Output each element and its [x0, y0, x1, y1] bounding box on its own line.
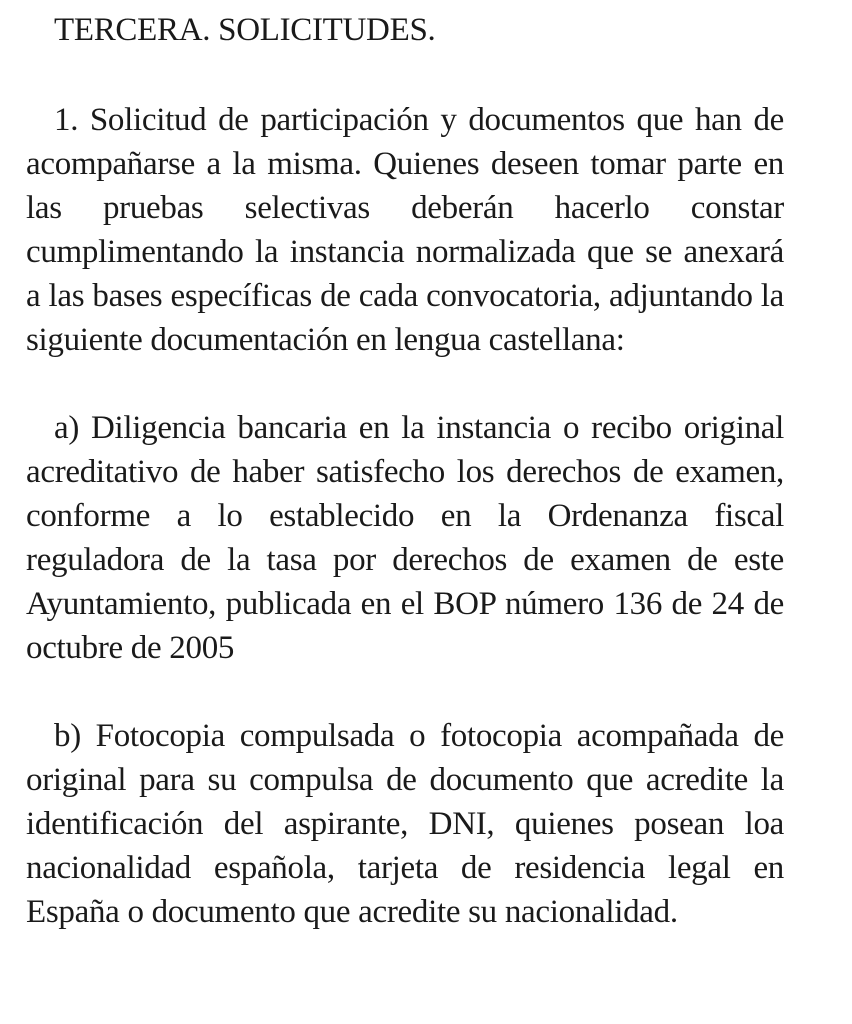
- section-heading: TERCERA. SOLICITUDES.: [54, 12, 436, 48]
- paragraph-solicitud: 1. Solicitud de participación y documentos que han de acompañarse a la misma. Quienes deseen tomar parte en las pruebas selectivas deberán hacerlo constar cumplimentando la instancia normalizada que se anexará a las bases específicas de cada convocatoria, adjuntando la siguiente documentación en lengua castellana:: [26, 102, 784, 358]
- paragraph-item-b: b) Fotocopia compulsada o fotocopia acompañada de original para su compulsa de documento que acredite la identificación del aspirante, DNI, quienes posean loa nacionalidad española, tarjeta de residencia legal en España o documento que acredite su nacionalidad.: [26, 718, 784, 930]
- paragraph-item-a: a) Diligencia bancaria en la instancia o recibo original acreditativo de haber satisfecho los derechos de examen, conforme a lo establecido en la Ordenanza fiscal reguladora de la tasa por derechos de examen de este Ayuntamiento, publicada en el BOP número 136 de 24 de octubre de 2005: [26, 410, 784, 666]
- document-page: [26, 0, 784, 934]
